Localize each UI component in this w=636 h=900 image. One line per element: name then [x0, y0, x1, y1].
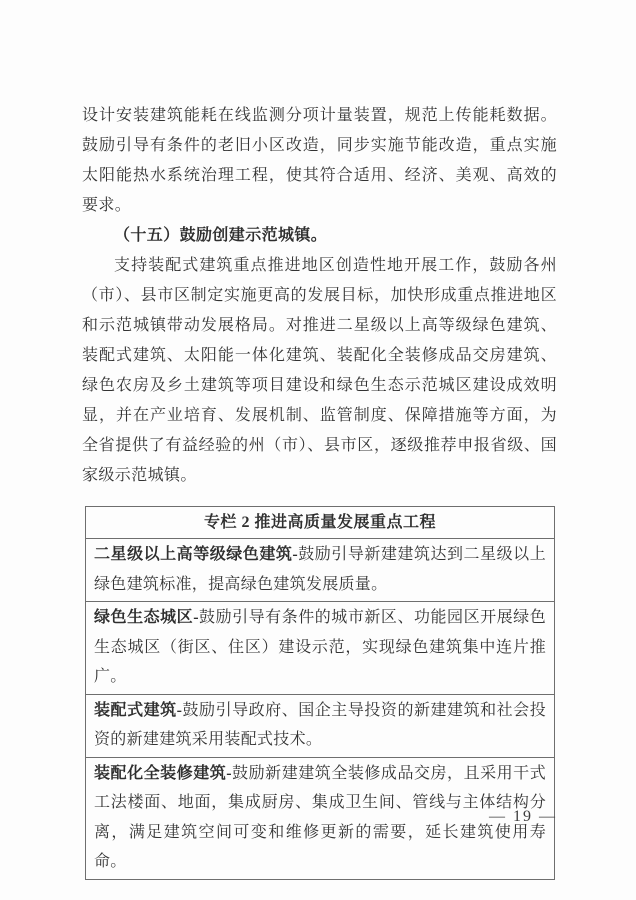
page-number: — 19 —: [489, 808, 557, 825]
callout-description: 鼓励新建建筑全装修成品交房，且采用干式工法楼面、地面，集成厨房、集成卫生间、管线与主体结构分离，满足建筑空间可变和维修更新的需要，延长建筑使用寿命。: [94, 764, 547, 870]
callout-box-title: 专栏 2 推进高质量发展重点工程: [203, 514, 436, 531]
callout-term: 二星级以上高等级绿色建筑-: [94, 546, 299, 563]
section-heading: （十五）鼓励创建示范城镇。: [114, 227, 328, 244]
body-paragraph: 支持装配式建筑重点推进地区创造性地开展工作，鼓励各州（市）、县市区制定实施更高的发展目标，加快形成重点推进地区和示范城镇带动发展格局。对推进二星级以上高等级绿色建筑、装配式建筑、太阳能一体化建筑、装配化全装修成品交房建筑、绿色农房及乡土建筑等项目建设和绿色生态示范城区建设成效明显，并在产业培育、发展机制、监管制度、保障措施等方面，为全省提供了有益经验的州（市）、县市区，逐级推荐申报省级、国家级示范城镇。: [82, 257, 557, 484]
callout-description: 鼓励引导有条件的城市新区、功能园区开展绿色生态城区（街区、住区）建设示范，实现绿色建筑集中连片推广。: [94, 609, 546, 685]
callout-description: 鼓励引导新建建筑达到二星级以上绿色建筑标准，提高绿色建筑发展质量。: [94, 546, 546, 593]
callout-row: [86, 757, 554, 879]
callout-box: [85, 506, 555, 880]
callout-term: 绿色生态城区-: [94, 609, 199, 626]
callout-row: [86, 538, 554, 601]
callout-term: 装配化全装修建筑-: [94, 764, 232, 782]
callout-description: 鼓励引导政府、国企主导投资的新建建筑和社会投资的新建建筑采用装配式技术。: [94, 701, 546, 748]
callout-row: [86, 694, 554, 757]
body-paragraph-continuation: 设计安装建筑能耗在线监测分项计量装置，规范上传能耗数据。鼓励引导有条件的老旧小区改造，同步实施节能改造，重点实施太阳能热水系统治理工程，使其符合适用、经济、美观、高效的要求。: [82, 107, 557, 214]
callout-term: 装配式建筑-: [94, 701, 183, 719]
page-content: [82, 101, 557, 880]
callout-row: [86, 601, 554, 694]
